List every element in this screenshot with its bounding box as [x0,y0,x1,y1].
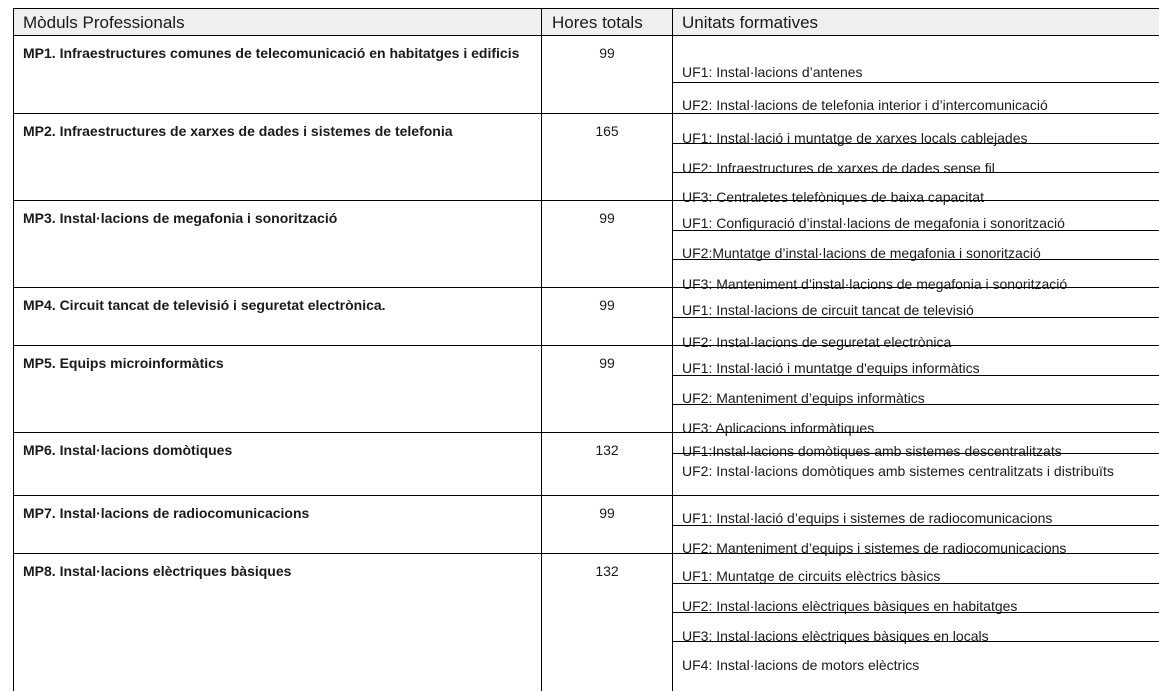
module-cell [13,554,541,691]
unit-label: UF2: Infraestructures de xarxes de dades sense fil [682,160,995,176]
module-cell [13,433,541,495]
unit-item [673,583,1159,612]
module-name: MP3. Instal·lacions de megafonia i sonorització [23,210,338,226]
hours-cell [541,496,672,553]
header-hours-cell [541,9,672,35]
unit-item [673,114,1159,146]
units-cell [672,201,1159,292]
unit-label: UF1: Muntatge de circuits elèctrics bàsics [682,568,941,584]
table-row [13,553,1159,691]
module-cell [13,36,541,113]
unit-label: UF1: Instal·lació d’equips i sistemes de radiocomunicacions [682,510,1053,526]
unit-label: UF1: Configuració d’instal·lacions de megafonia i sonorització [682,215,1065,231]
module-cell [13,114,541,200]
unit-label: UF4: Instal·lacions de motors elèctrics [682,657,920,673]
table-row [13,35,1159,113]
hours-cell [541,36,672,113]
module-hours: 99 [599,210,615,226]
units-cell [672,433,1159,495]
unit-label: UF2: Instal·lacions de seguretat electrònica [682,334,952,350]
header-units-cell [672,9,1159,35]
unit-item [673,346,1159,375]
header-modules-cell [13,9,541,35]
units-cell [672,496,1159,556]
header-modules: Mòduls Professionals [23,13,185,32]
unit-item [673,612,1159,644]
module-hours: 99 [599,297,615,313]
unit-item [673,288,1159,317]
units-cell [672,36,1159,113]
table-row [13,495,1159,556]
unit-item [673,453,1159,496]
unit-item [673,433,1159,459]
unit-item [673,201,1159,230]
module-hours: 165 [595,123,619,139]
hours-cell [541,433,672,495]
hours-cell [541,346,672,432]
module-hours: 99 [599,45,615,61]
unit-label: UF2: Instal·lacions domòtiques amb sistemes centralitzats i distribuïts [682,463,1114,479]
unit-label: UF3: Centraletes telefòniques de baixa capacitat [682,189,984,205]
unit-label: UF3: Instal·lacions elèctriques bàsiques en locals [682,628,989,644]
hours-cell [541,114,672,200]
unit-item [673,525,1159,554]
unit-label: UF3: Manteniment d’instal·lacions de megafonia i sonorització [682,276,1068,292]
unit-item [673,259,1159,292]
module-name: MP5. Equips microinformàtics [23,355,224,371]
module-name: MP6. Instal·lacions domòtiques [23,442,233,458]
table-row [13,345,1159,436]
table-row [13,113,1159,205]
hours-cell [541,288,672,345]
module-hours: 132 [595,442,619,458]
unit-label: UF1: Instal·lació i muntatge d'equips informàtics [682,360,980,376]
unit-item [673,404,1159,436]
unit-item [673,641,1159,692]
unit-item [673,172,1159,205]
module-hours: 99 [599,505,615,521]
unit-item [673,554,1159,583]
unit-item [673,230,1159,259]
unit-label: UF2: Instal·lacions elèctriques bàsiques en habitatges [682,598,1018,614]
unit-label: UF2:Muntatge d’instal·lacions de megafonia i sonorització [682,245,1041,261]
module-cell [13,201,541,287]
unit-item [673,317,1159,350]
unit-label: UF2: Instal·lacions de telefonia interior i d’intercomunicació [682,97,1048,113]
unit-label: UF1: Instal·lacions de circuit tancat de televisió [682,302,974,318]
unit-label: UF3: Aplicacions informàtiques [682,420,875,436]
module-name: MP4. Circuit tancat de televisió i seguretat electrònica. [23,297,386,313]
units-cell [672,554,1159,691]
unit-label: UF2: Manteniment d’equips informàtics [682,390,925,406]
module-name: MP8. Instal·lacions elèctriques bàsiques [23,563,292,579]
table-row [13,287,1159,350]
header-units: Unitats formatives [682,13,819,32]
unit-item [673,375,1159,404]
modules-table [13,8,1159,691]
units-cell [672,288,1159,350]
table-header-row [13,8,1159,35]
module-name: MP7. Instal·lacions de radiocomunicacions [23,505,310,521]
module-name: MP2. Infraestructures de xarxes de dades i sistemes de telefonia [23,123,453,139]
module-cell [13,346,541,432]
hours-cell [541,554,672,691]
hours-cell [541,201,672,287]
units-cell [672,114,1159,205]
header-hours: Hores totals [552,13,643,32]
unit-label: UF1: Instal·lació i muntatge de xarxes locals cablejades [682,130,1028,146]
table-row [13,432,1159,495]
table-row [13,200,1159,292]
unit-label: UF2: Manteniment d’equips i sistemes de radiocomunicacions [682,540,1067,556]
module-cell [13,496,541,553]
module-cell [13,288,541,345]
module-name: MP1. Infraestructures comunes de telecomunicació en habitatges i edificis [23,45,520,61]
module-hours: 132 [595,563,619,579]
unit-label: UF1:Instal·lacions domòtiques amb sistemes descentralitzats [682,443,1062,459]
units-cell [672,346,1159,436]
unit-item [673,496,1159,525]
unit-item [673,143,1159,176]
unit-label: UF1: Instal·lacions d’antenes [682,64,863,80]
unit-item [673,82,1159,114]
module-hours: 99 [599,355,615,371]
unit-item [673,36,1159,82]
